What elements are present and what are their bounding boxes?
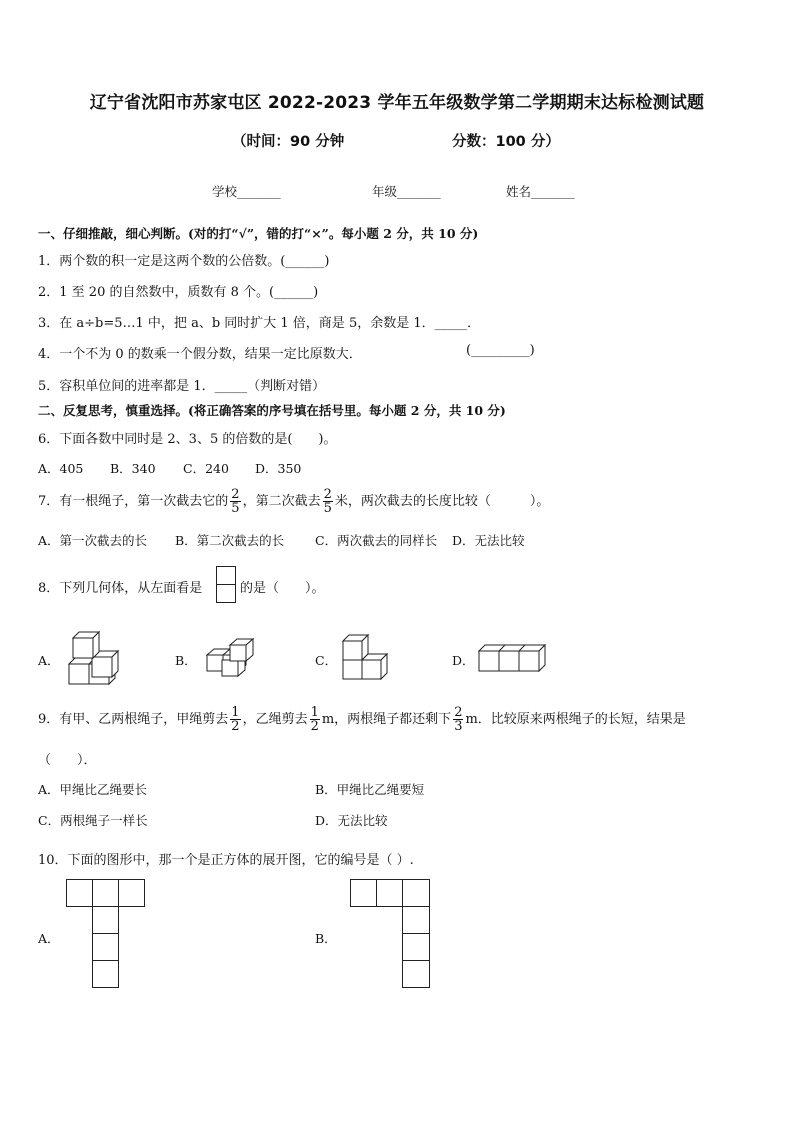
q9-option-c: C．两根绳子一样长 (38, 813, 148, 828)
page-title: 辽宁省沈阳市苏家屯区 2022-2023 学年五年级数学第二学期期末达标检测试题 (89, 93, 705, 113)
q7-fraction-1-num: 2 (231, 487, 240, 502)
q7-text-3: 米，两次截去的长度比较（ ）。 (334, 494, 550, 509)
q8-b-cubes-figure (206, 638, 256, 680)
q9-text-1: 9．有甲、乙两根绳子，甲绳剪去 (38, 712, 229, 727)
question-5: 5．容积单位间的进率都是 1．_____（判断对错） (38, 379, 326, 394)
q8-option-d: D． (452, 653, 475, 668)
q6-option-b: B．340 (110, 461, 156, 476)
q7-fraction-2 (323, 488, 333, 515)
q8-option-a: A． (38, 653, 60, 668)
q9-fraction-2 (310, 706, 320, 733)
q10-a-net-figure (66, 879, 147, 990)
question-9-line-2: （ ）． (38, 753, 97, 768)
question-2: 2．1 至 20 的自然数中，质数有 8 个。(______) (38, 285, 319, 300)
q9-text-2: ，乙绳剪去 (242, 712, 308, 727)
question-4-blank: (_________) (466, 343, 535, 358)
q8-c-cubes-figure (340, 634, 390, 682)
q8-option-b: B． (175, 653, 197, 668)
q10-option-b: B． (315, 931, 337, 946)
q9-fraction-2-den: 2 (310, 719, 319, 734)
q7-fraction-2-den: 5 (323, 501, 332, 516)
q6-option-d: D．350 (255, 461, 302, 476)
question-9 (38, 702, 686, 738)
q9-fraction-3-den: 3 (454, 719, 463, 734)
q8-d-cubes-figure (478, 644, 546, 672)
name-field: 姓名_______ (506, 184, 575, 199)
q9-option-a: A．甲绳比乙绳要长 (38, 782, 148, 797)
q10-option-a: A． (38, 931, 60, 946)
q9-fraction-3-num: 2 (454, 705, 463, 720)
q8-option-c: C． (315, 653, 338, 668)
q7-fraction-1-den: 5 (231, 501, 240, 516)
q7-text-1: 7．有一根绳子，第一次截去它的 (38, 494, 229, 509)
q9-fraction-1-num: 1 (231, 705, 240, 720)
q7-text-2: ，第二次截去 (242, 494, 321, 509)
q7-option-d: D．无法比较 (452, 533, 525, 548)
q7-option-a: A．第一次截去的长 (38, 533, 148, 548)
q9-text-4: m．比较原来两根绳子的长短，结果是 (465, 712, 686, 727)
q10-b-net-figure (350, 879, 432, 990)
q9-option-b: B．甲绳比乙绳要短 (315, 782, 425, 797)
left-view-figure (216, 566, 236, 604)
q9-fraction-1 (230, 706, 240, 733)
question-7 (38, 484, 549, 520)
time-label: （时间：90 分钟 (232, 134, 345, 150)
score-label: 分数：100 分） (452, 134, 560, 150)
q7-fraction-2-num: 2 (323, 487, 332, 502)
school-field: 学校_______ (212, 184, 281, 199)
question-3: 3．在 a÷b=5…1 中，把 a、b 同时扩大 1 倍，商是 5，余数是 1．_____． (38, 316, 481, 331)
q6-option-c: C．240 (183, 461, 229, 476)
question-10: 10．下面的图形中，那一个是正方体的展开图，它的编号是（ ）. (38, 853, 414, 868)
q9-fraction-1-den: 2 (231, 719, 240, 734)
section2-heading: 二、反复思考，慎重选择。(将正确答案的序号填在括号里。每小题 2 分，共 10 分) (38, 403, 506, 418)
section1-heading: 一、仔细推敲，细心判断。(对的打“√”，错的打“×”。每小题 2 分，共 10 分) (38, 226, 479, 241)
question-8-text-1: 8．下列几何体，从左面看是 (38, 581, 203, 596)
question-8-text-2: 的是（ ）。 (240, 581, 325, 596)
q6-option-a: A．405 (38, 461, 84, 476)
q9-option-d: D．无法比较 (315, 813, 388, 828)
q7-fraction-1 (230, 488, 240, 515)
q7-option-c: C．两次截去的同样长 (315, 533, 438, 548)
q9-fraction-2-num: 1 (310, 705, 319, 720)
q7-option-b: B．第二次截去的长 (175, 533, 285, 548)
q9-fraction-3 (453, 706, 463, 733)
grade-field: 年级_______ (372, 184, 441, 199)
q9-text-3: m，两根绳子都还剩下 (321, 712, 452, 727)
question-6: 6．下面各数中同时是 2、3、5 的倍数的是( )。 (38, 432, 337, 447)
question-1: 1．两个数的积一定是这两个数的公倍数。(______) (38, 254, 330, 269)
question-4: 4．一个不为 0 的数乘一个假分数，结果一定比原数大． (38, 347, 362, 362)
q8-a-cubes-figure (68, 631, 126, 687)
